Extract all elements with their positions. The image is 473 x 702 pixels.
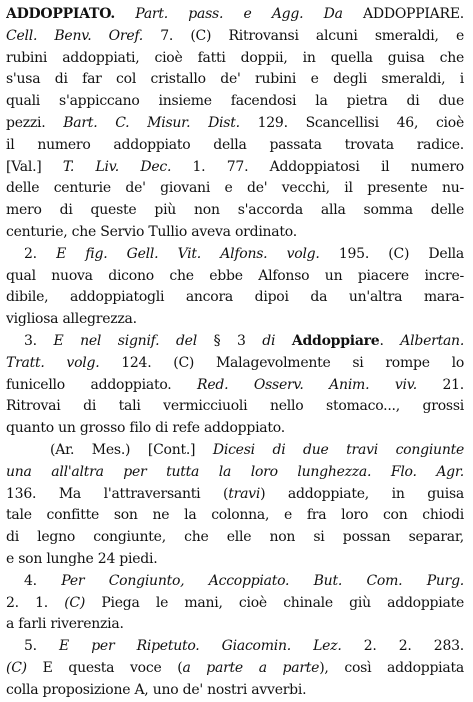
entry-line (6, 178, 464, 200)
text: quali s'appiccano insieme facendosi la pietra di due (6, 93, 464, 110)
entry-line (6, 440, 464, 462)
text: 195. (C) Della (319, 245, 464, 262)
text: 2. 1. (6, 594, 65, 611)
italic-text: (C) (64, 594, 86, 611)
entry-line (6, 69, 464, 91)
text: 124. (C) Malagevolmente si rompe lo (99, 354, 464, 371)
text (115, 6, 135, 22)
entry-line (6, 4, 464, 26)
text: vigliosa allegrezza. (6, 311, 137, 328)
entry-line (6, 484, 464, 506)
italic-text: Per Congiunto, Accoppiato. But. Com. Purg. (61, 572, 464, 589)
text: ADDOPPIARE. (342, 6, 464, 22)
entry-line (6, 200, 464, 222)
italic-text: Red. Osserv. Anim. viv. (197, 376, 417, 393)
text: e son lunghe 24 piedi. (6, 550, 158, 567)
italic-text: Bart. C. Misur. Dist. (63, 114, 240, 131)
italic-text: T. Liv. Dec. (62, 158, 172, 175)
bold-text: ADDOPPIATO. (6, 6, 115, 22)
text: quanto un grosso filo di refe addoppiato. (6, 420, 285, 437)
italic-text: di (262, 332, 276, 349)
italic-text: E nel signif. del (53, 332, 197, 349)
entry-line (6, 135, 464, 157)
text: s'usa di far col cristallo de' rubini e degli smeraldi, i (6, 71, 464, 88)
text: qual nuova dicono che ebbe Alfonso un piacere incre- (6, 267, 464, 284)
text: 129. Scancellisi 46, cioè (239, 114, 464, 131)
text: colla proposizione A, uno de' nostri avverbi. (6, 681, 307, 698)
entry-line (6, 636, 464, 658)
text: . (379, 332, 401, 349)
text: E questa voce ( (26, 659, 183, 676)
text: tale confitte son ne la colonna, e fra loro con chiodi (6, 507, 464, 524)
text: 4. (24, 572, 62, 589)
entry-line (6, 418, 464, 440)
text: 3. (24, 332, 54, 349)
entry-line (6, 658, 464, 680)
text: [Val.] (6, 158, 63, 175)
entry-line (6, 462, 464, 484)
text: 5. (24, 638, 60, 655)
entry-line (6, 680, 464, 702)
entry-line (6, 91, 464, 113)
italic-text: una all'altra per tutta la loro lunghezza. Flo. Agr. (6, 463, 464, 480)
text: centurie, che Servio Tullio aveva ordinato. (6, 223, 297, 240)
text: 7. (C) Ritrovansi alcuni smeraldi, e (143, 27, 464, 44)
entry-line (6, 222, 464, 244)
text: Piega le mani, cioè chinale giù addoppiate (85, 594, 464, 611)
entry-line (6, 157, 464, 179)
text: 1. 77. Addoppiatosi il numero (171, 158, 464, 175)
text: ) addoppiate, in guisa (260, 485, 464, 502)
entry-line (6, 26, 464, 48)
text: ), così addoppiata (319, 659, 464, 676)
entry-line (6, 309, 464, 331)
entry-line (6, 113, 464, 135)
italic-text: (C) (6, 659, 27, 676)
text (275, 333, 292, 349)
text: (Ar. Mes.) [Cont.] (50, 441, 213, 458)
italic-text: E per Ripetuto. Giacomin. Lez. (59, 638, 342, 655)
entry-line (6, 375, 464, 397)
entry-line (6, 527, 464, 549)
text: 2. (24, 245, 57, 262)
text: rubini addoppiati, cioè fatti doppii, in quella guisa che (6, 49, 464, 66)
entry-line (6, 549, 464, 571)
text: 2. 2. 283. (341, 638, 464, 655)
text: mero di queste più non s'accorda alla somma delle (6, 202, 464, 219)
italic-text: E fig. Gell. Vit. Alfons. volg. (56, 245, 320, 262)
entry-line (6, 593, 464, 615)
entry-line (6, 353, 464, 375)
entry-line (6, 614, 464, 636)
italic-text: Part. pass. e Agg. Da (135, 6, 343, 22)
entry-line (6, 331, 464, 353)
italic-text: Tratt. volg. (6, 354, 100, 371)
text: dibile, addoppiatogli ancora dipoi da un'altra mara- (6, 289, 464, 306)
entry-line (6, 266, 464, 288)
text: pezzi. (6, 114, 64, 131)
text: funicello addoppiato. (6, 376, 198, 393)
italic-text: Albertan. (400, 332, 464, 349)
italic-text: travi (228, 485, 261, 502)
bold-text: Addoppiare (291, 332, 380, 349)
italic-text: Dicesi di due travi congiunte (212, 441, 464, 458)
text: 136. Ma l'attraversanti ( (6, 485, 229, 502)
text: Ritrovai di tali vermicciuoli nello stomaco..., grossi (6, 398, 464, 415)
text: a farli riverenzia. (6, 616, 124, 633)
text: § 3 (196, 332, 263, 349)
entry-line (6, 244, 464, 266)
italic-text: Cell. Benv. Oref. (6, 27, 144, 44)
text: il numero addoppiato della passata trovata radice. (6, 136, 464, 153)
italic-text: a parte a parte (182, 659, 320, 676)
entry-line (6, 287, 464, 309)
entry-line (6, 505, 464, 527)
entry-line (6, 396, 464, 418)
entry-line (6, 571, 464, 593)
entry-line (6, 48, 464, 70)
text: di legno congiunte, che elle non si possan separar, (6, 529, 464, 546)
text: 21. (416, 376, 464, 393)
text: delle centurie de' giovani e de' vecchi, il presente nu- (6, 180, 464, 197)
